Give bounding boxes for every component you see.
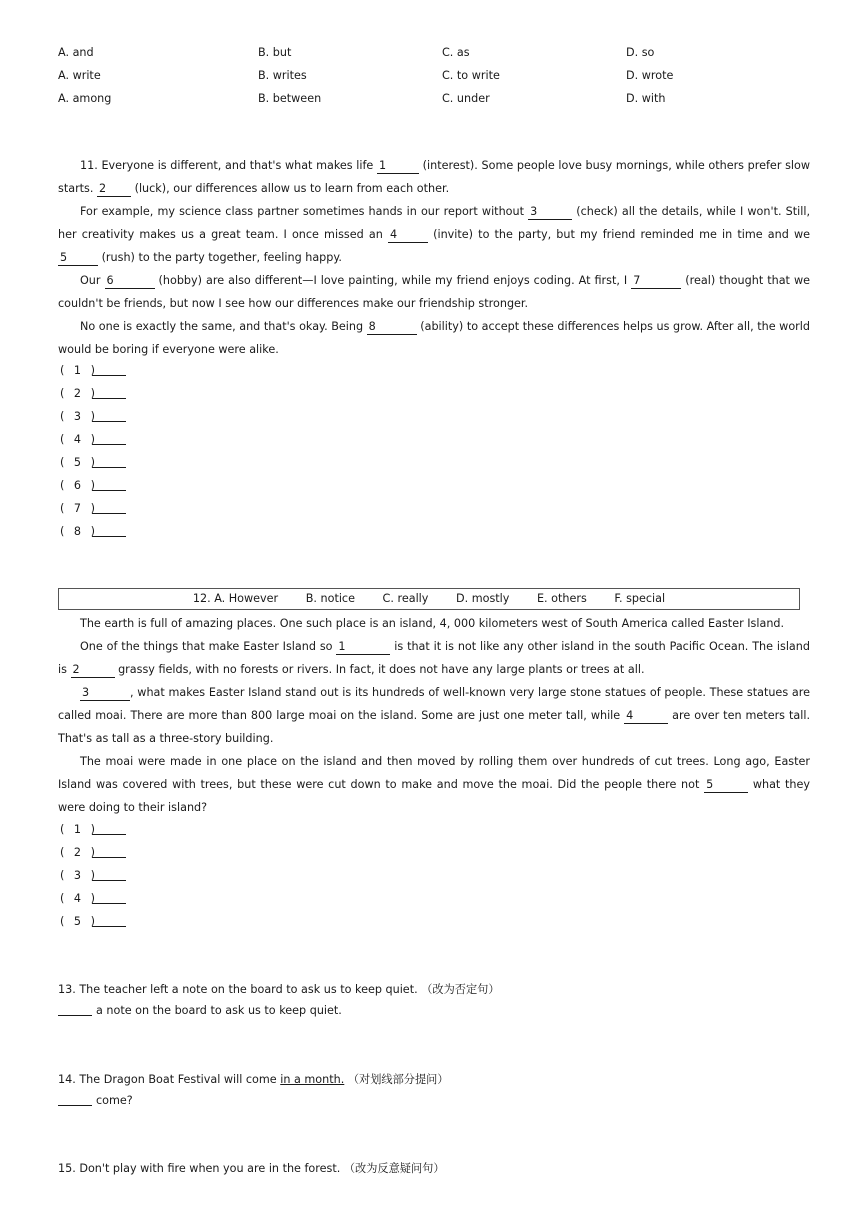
q11-answer-1[interactable]: ( 1 ) bbox=[60, 364, 126, 382]
q15-prompt: 15. Don't play with fire when you are in the forest. （改为反意疑问句） bbox=[58, 1162, 445, 1175]
q11-text: (rush) to the party together, feeling happy. bbox=[101, 251, 342, 264]
option-5-c: C. to write bbox=[442, 69, 500, 82]
q11-text: (ability) to accept these differences helps us grow. After all, the world would be boring if everyone were alike. bbox=[58, 320, 810, 356]
q11-text: No one is exactly the same, and that's okay. Being bbox=[80, 320, 364, 333]
q14-underlined-part: in a month. bbox=[280, 1073, 345, 1086]
q12-blank-3[interactable]: 3 bbox=[80, 686, 130, 701]
q12-word-bank bbox=[58, 588, 800, 610]
word-bank-item: D. mostly bbox=[455, 592, 510, 605]
q11-answer-5[interactable]: ( 5 ) bbox=[60, 456, 126, 474]
q11-text: For example, my science class partner sometimes hands in our report without bbox=[80, 205, 524, 218]
q11-text: (check) all the details, while I won't. Still, her creativity makes us a great team. I once missed an bbox=[58, 205, 811, 241]
q11-blank-6[interactable]: 6 bbox=[105, 274, 155, 289]
q12-answer-5[interactable]: ( 5 ) bbox=[60, 915, 126, 933]
q14-answer[interactable]: come? bbox=[58, 1094, 133, 1107]
option-row-5 bbox=[58, 69, 818, 85]
q12-answer-3[interactable]: ( 3 ) bbox=[60, 869, 126, 887]
q12-answer-4[interactable]: ( 4 ) bbox=[60, 892, 126, 910]
option-5-a: A. write bbox=[58, 69, 101, 82]
word-bank-item: C. really bbox=[382, 592, 429, 605]
q12-text: One of the things that make Easter Island so bbox=[80, 640, 333, 653]
q11-blank-2[interactable]: 2 bbox=[97, 182, 131, 197]
q13-prompt: 13. The teacher left a note on the board to ask us to keep quiet. （改为否定句） bbox=[58, 983, 500, 996]
word-bank-item: B. notice bbox=[305, 592, 355, 605]
q11-blank-1[interactable]: 1 bbox=[377, 159, 419, 174]
q12-text: what they were doing to their island? bbox=[58, 778, 811, 814]
option-4-c: C. as bbox=[442, 46, 470, 59]
q11-answer-3[interactable]: ( 3 ) bbox=[60, 410, 126, 428]
q12-text: The moai were made in one place on the island and then moved by rolling them over hundreds of cut trees. Long ago, Easter Island was covered with trees, but these were cut down to make and move the moai. Did the people there not bbox=[58, 755, 810, 791]
option-4-b: B. but bbox=[258, 46, 292, 59]
q11-blank-4[interactable]: 4 bbox=[388, 228, 428, 243]
q11-blank-3[interactable]: 3 bbox=[528, 205, 572, 220]
q12-text: are over ten meters tall. That's as tall as a three-story building. bbox=[58, 709, 811, 745]
q11-blank-5[interactable]: 5 bbox=[58, 251, 98, 266]
option-6-a: A. among bbox=[58, 92, 112, 105]
q14-instruction: （对划线部分提问） bbox=[347, 1073, 449, 1086]
q13-answer-blank[interactable] bbox=[58, 1015, 92, 1016]
q11-text: (invite) to the party, but my friend reminded me in time and we bbox=[433, 228, 811, 241]
option-6-d: D. with bbox=[626, 92, 666, 105]
q11-text: (hobby) are also different—I love painting, while my friend enjoys coding. At first, I bbox=[158, 274, 628, 287]
option-6-b: B. between bbox=[258, 92, 322, 105]
q12-text: grassy fields, with no forests or rivers. In fact, it does not have any large plants or trees at all. bbox=[118, 663, 645, 676]
q14-prompt: 14. The Dragon Boat Festival will come in a month. （对划线部分提问） bbox=[58, 1073, 449, 1086]
option-4-a: A. and bbox=[58, 46, 94, 59]
q13-answer[interactable]: a note on the board to ask us to keep quiet. bbox=[58, 1004, 342, 1017]
q11-text: Our bbox=[80, 274, 101, 287]
q14-answer-blank[interactable] bbox=[58, 1105, 92, 1106]
q15-instruction: （改为反意疑问句） bbox=[343, 1162, 445, 1175]
word-bank-item: F. special bbox=[614, 592, 666, 605]
q12-answer-2[interactable]: ( 2 ) bbox=[60, 846, 126, 864]
q11-passage bbox=[58, 154, 810, 361]
q12-blank-4[interactable]: 4 bbox=[624, 709, 668, 724]
q11-answer-4[interactable]: ( 4 ) bbox=[60, 433, 126, 451]
q12-blank-5[interactable]: 5 bbox=[704, 778, 748, 793]
word-bank-item: E. others bbox=[536, 592, 587, 605]
q12-answer-1[interactable]: ( 1 ) bbox=[60, 823, 126, 841]
q12-blank-2[interactable]: 2 bbox=[71, 663, 115, 678]
q11-blank-8[interactable]: 8 bbox=[367, 320, 417, 335]
q12-text: is that it is not like any other island in the south Pacific Ocean. The island is bbox=[58, 640, 810, 676]
option-5-b: B. writes bbox=[258, 69, 307, 82]
q11-answer-7[interactable]: ( 7 ) bbox=[60, 502, 126, 520]
q12-text: , what makes Easter Island stand out is its hundreds of well-known very large stone statues of people. These statues are called moai. There are more than 800 large moai on the island. Some are just one meter tall, while bbox=[58, 686, 810, 722]
q11-answer-6[interactable]: ( 6 ) bbox=[60, 479, 126, 497]
option-6-c: C. under bbox=[442, 92, 490, 105]
q13-instruction: （改为否定句） bbox=[421, 983, 500, 996]
q11-text: (luck), our differences allow us to learn from each other. bbox=[134, 182, 450, 195]
option-row-6 bbox=[58, 92, 818, 108]
q12-text: The earth is full of amazing places. One such place is an island, 4, 000 kilometers west of South America called Easter Island. bbox=[80, 617, 785, 630]
word-bank-item: 12. A. However bbox=[192, 592, 279, 605]
q11-answer-8[interactable]: ( 8 ) bbox=[60, 525, 126, 543]
q12-passage bbox=[58, 612, 810, 819]
option-row-4 bbox=[58, 46, 818, 62]
q11-blank-7[interactable]: 7 bbox=[631, 274, 681, 289]
q11-answer-2[interactable]: ( 2 ) bbox=[60, 387, 126, 405]
q11-text: (interest). Some people love busy mornings, while others prefer slow starts. bbox=[58, 159, 810, 195]
q12-blank-1[interactable]: 1 bbox=[336, 640, 390, 655]
q11-text: (real) thought that we couldn't be friends, but now I see how our differences make our friendship stronger. bbox=[58, 274, 810, 310]
q11-text: 11. Everyone is different, and that's what makes life bbox=[80, 159, 374, 172]
option-4-d: D. so bbox=[626, 46, 655, 59]
option-5-d: D. wrote bbox=[626, 69, 674, 82]
